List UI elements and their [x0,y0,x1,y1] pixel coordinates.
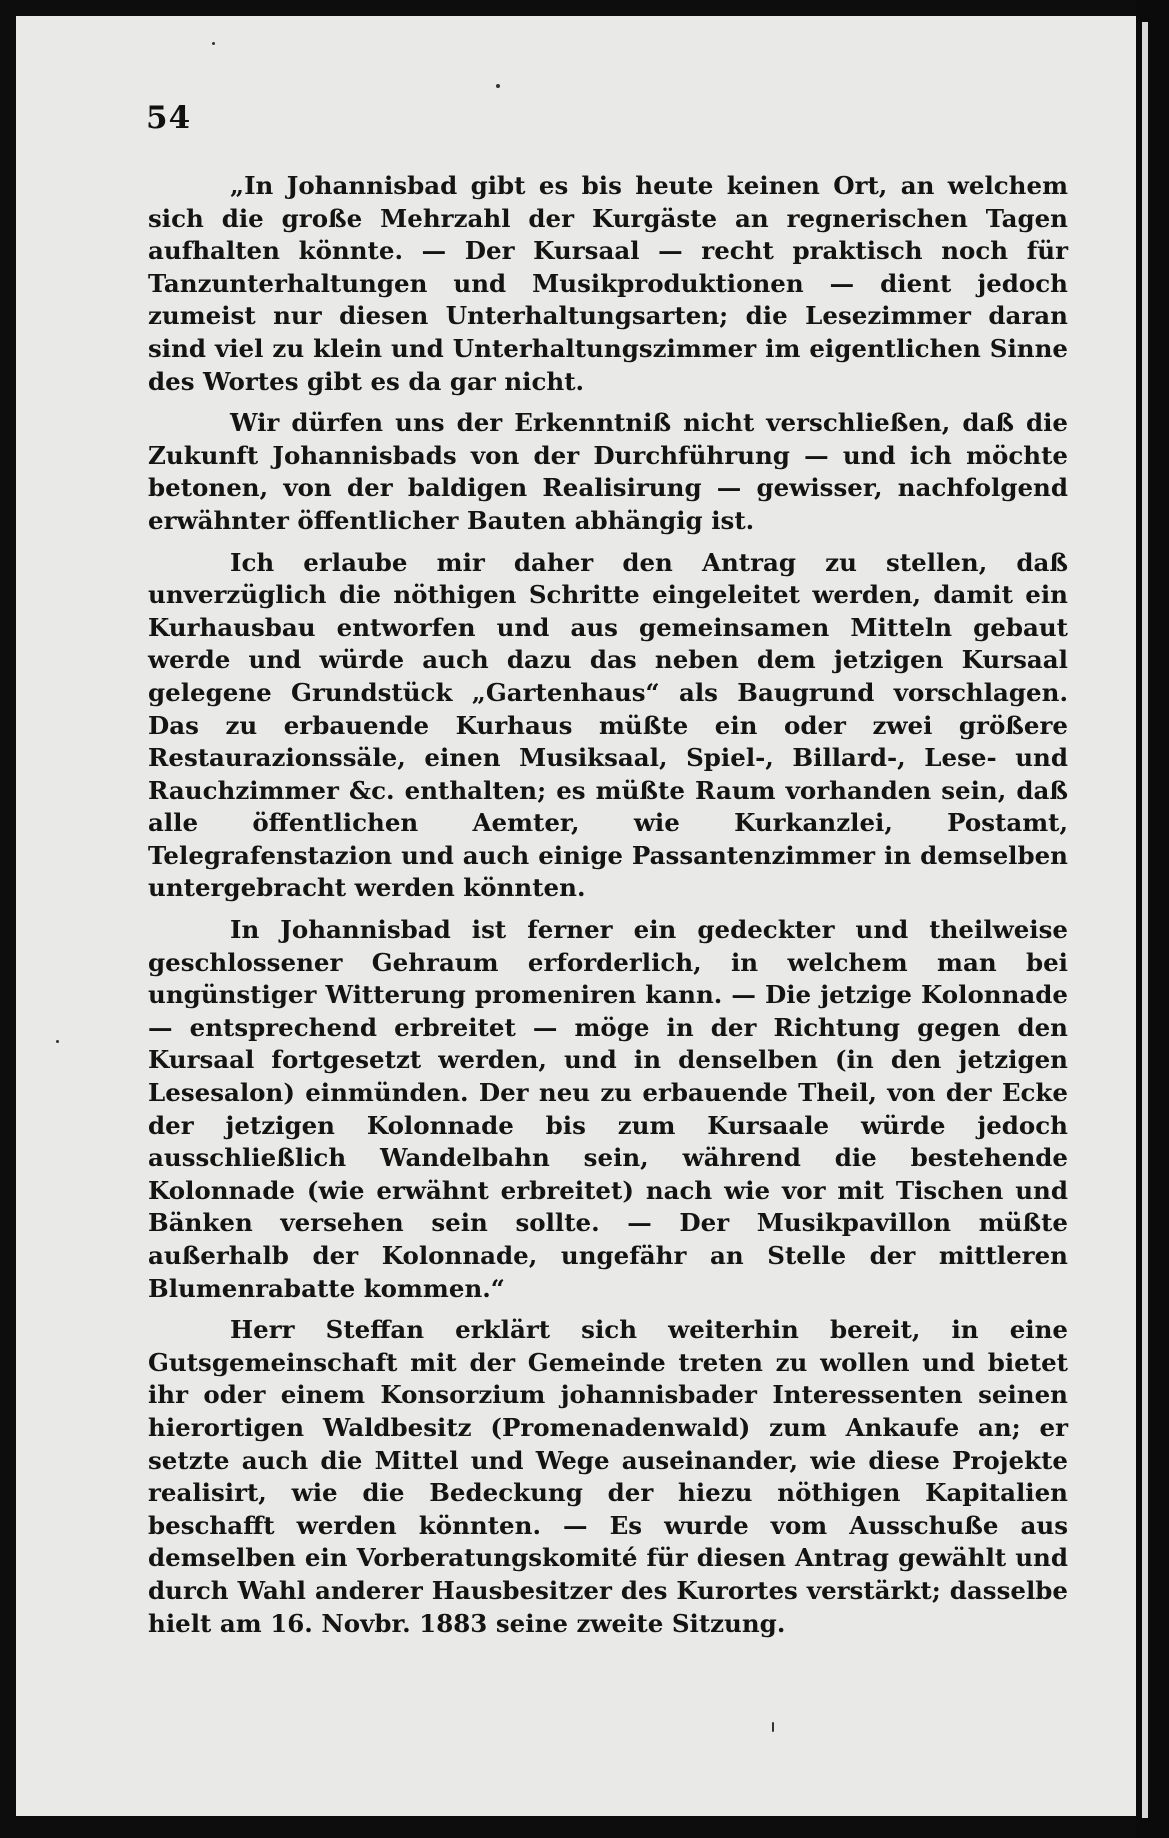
paper-speck [56,1040,59,1043]
paragraph-1: „In Johannisbad gibt es bis heute keinen Ort, an welchem sich die große Mehrzahl der Kurgäste an regnerischen Tagen aufhalten könnte. — Der Kursaal — recht praktisch noch für Tanzunterhaltungen und Musikproduktionen — dient jedoch zumeist nur diesen Unterhaltungsarten; die Lesezimmer daran sind viel zu klein und Unterhaltungszimmer im eigentlichen Sinne des Wortes gibt es da gar nicht. [148,171,1068,396]
paper-speck [212,42,215,45]
paragraph-4: In Johannisbad ist ferner ein gedeckter und theilweise geschlossener Gehraum erforderlich, in welchem man bei ungünstiger Witterung promeniren kann. — Die jetzige Kolonnade — entsprechend erbreitet — möge in der Richtung gegen den Kursaal fortgesetzt werden, und in denselben (in den jetzigen Lesesalon) einmünden. Der neu zu erbauende Theil, von der Ecke der jetzigen Kolonnade bis zum Kursaale würde jedoch ausschließlich Wandelbahn sein, während die bestehende Kolonnade (wie erwähnt erbreitet) nach wie vor mit Tischen und Bänken versehen sein sollte. — Der Musikpavillon müßte außerhalb der Kolonnade, ungefähr an Stelle der mittleren Blumenrabatte kommen.“ [148,915,1068,1303]
next-page-edge [1142,22,1148,1818]
paragraph-3: Ich erlaube mir daher den Antrag zu stellen, daß unverzüglich die nöthigen Schritte eingeleitet werden, damit ein Kurhausbau entworfen und aus gemeinsamen Mitteln gebaut werde und würde auch dazu das neben dem jetzigen Kursaal gelegene Grundstück „Gartenhaus“ als Baugrund vorschlagen. Das zu erbauende Kurhaus müßte ein oder zwei größere Restaurazionssäle, einen Musiksaal, Spiel-, Billard-, Lese- und Rauchzimmer &c. enthalten; es müßte Raum vorhanden sein, daß alle öffentlichen Aemter, wie Kurkanzlei, Postamt, Telegrafenstazion und auch einige Passantenzimmer in demselben untergebracht werden könnten. [148,547,1068,903]
scan-border [1136,0,1169,1838]
paper-speck [496,84,500,88]
paragraph-2: Wir dürfen uns der Erkenntniß nicht verschließen, daß die Zukunft Johannisbads von der Durchführung — und ich möchte betonen, von der baldigen Realisirung — gewisser, nachfolgend erwähnter öffentlicher Bauten abhängig ist. [148,408,1068,535]
paragraph-5: Herr Steffan erklärt sich weiterhin bereit, in eine Gutsgemeinschaft mit der Gemeinde treten zu wollen und bietet ihr oder einem Konsorzium johannisbader Interessenten seinen hierortigen Waldbesitz (Promenadenwald) zum Ankaufe an; er setzte auch die Mittel und Wege auseinander, wie diese Projekte realisirt, wie die Bedeckung der hiezu nöthigen Kapitalien beschafft werden könnten. — Es wurde vom Ausschuße aus demselben ein Vorberatungskomité für diesen Antrag gewählt und durch Wahl anderer Hausbesitzer des Kurortes verstärkt; dasselbe hielt am 16. Novbr. 1883 seine zweite Sitzung. [148,1315,1068,1638]
paper-speck [772,1722,774,1732]
page-number: 54 [146,100,192,136]
body-text [148,170,1068,1649]
book-page [16,16,1136,1816]
